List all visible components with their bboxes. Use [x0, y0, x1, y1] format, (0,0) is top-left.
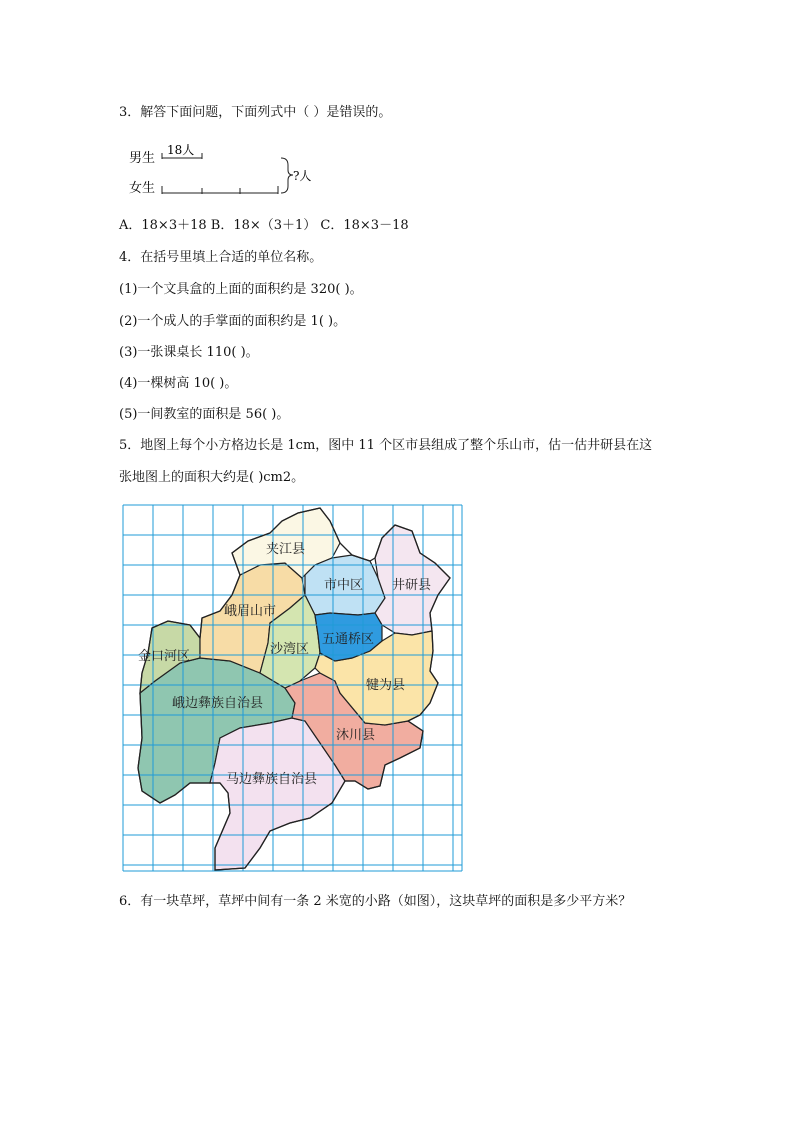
label-qianwei: 犍为县 [366, 678, 406, 693]
label-wutongqiao: 五通桥区 [322, 632, 375, 647]
question-6-text: 6．有一块草坪，草坪中间有一条 2 米宽的小路（如图），这块草坪的面积是多少平方米？ [119, 894, 632, 909]
boys-label: 男生 [129, 151, 156, 166]
question-4-item-1: (1)一个文具盒的上面的面积约是 320( )。 [119, 282, 363, 297]
question-4-item-4: (4)一棵树高 10( )。 [119, 376, 238, 391]
question-3-options: A．18×3＋18 B．18×（3＋1） C．18×3－18 [119, 218, 409, 233]
label-shawan: 沙湾区 [270, 642, 310, 657]
question-4-item-2: (2)一个成人的手掌面的面积约是 1( )。 [119, 314, 347, 329]
label-mabian: 马边彝族自治县 [226, 772, 318, 787]
line-segment-diagram [125, 140, 325, 200]
question-4-item-5: (5)一间教室的面积是 56( )。 [119, 407, 290, 422]
question-value: ?人 [293, 169, 312, 183]
leshan-map [120, 503, 465, 873]
label-jiajiang: 夹江县 [266, 542, 306, 557]
question-4-item-3: (3)一张课桌长 110( )。 [119, 345, 259, 360]
boys-value: 18人 [167, 143, 195, 157]
girls-label: 女生 [129, 181, 156, 196]
label-shizhong: 市中区 [324, 578, 364, 593]
label-emeishan: 峨眉山市 [224, 604, 277, 619]
question-5-line-1: 5．地图上每个小方格边长是 1cm，图中 11 个区市县组成了整个乐山市，估一估井研县在这 [119, 438, 653, 453]
question-3-text: 3．解答下面问题，下面列式中（ ）是错误的。 [119, 105, 392, 120]
label-muchuan: 沐川县 [336, 728, 376, 743]
label-jingyan: 井研县 [392, 578, 432, 593]
brace [281, 158, 293, 193]
label-jinkouhe: 金口河区 [138, 649, 191, 664]
question-4-title: 4．在括号里填上合适的单位名称。 [119, 250, 323, 265]
label-ebian: 峨边彝族自治县 [172, 696, 264, 711]
question-5-line-2: 张地图上的面积大约是( )cm2。 [119, 470, 305, 485]
